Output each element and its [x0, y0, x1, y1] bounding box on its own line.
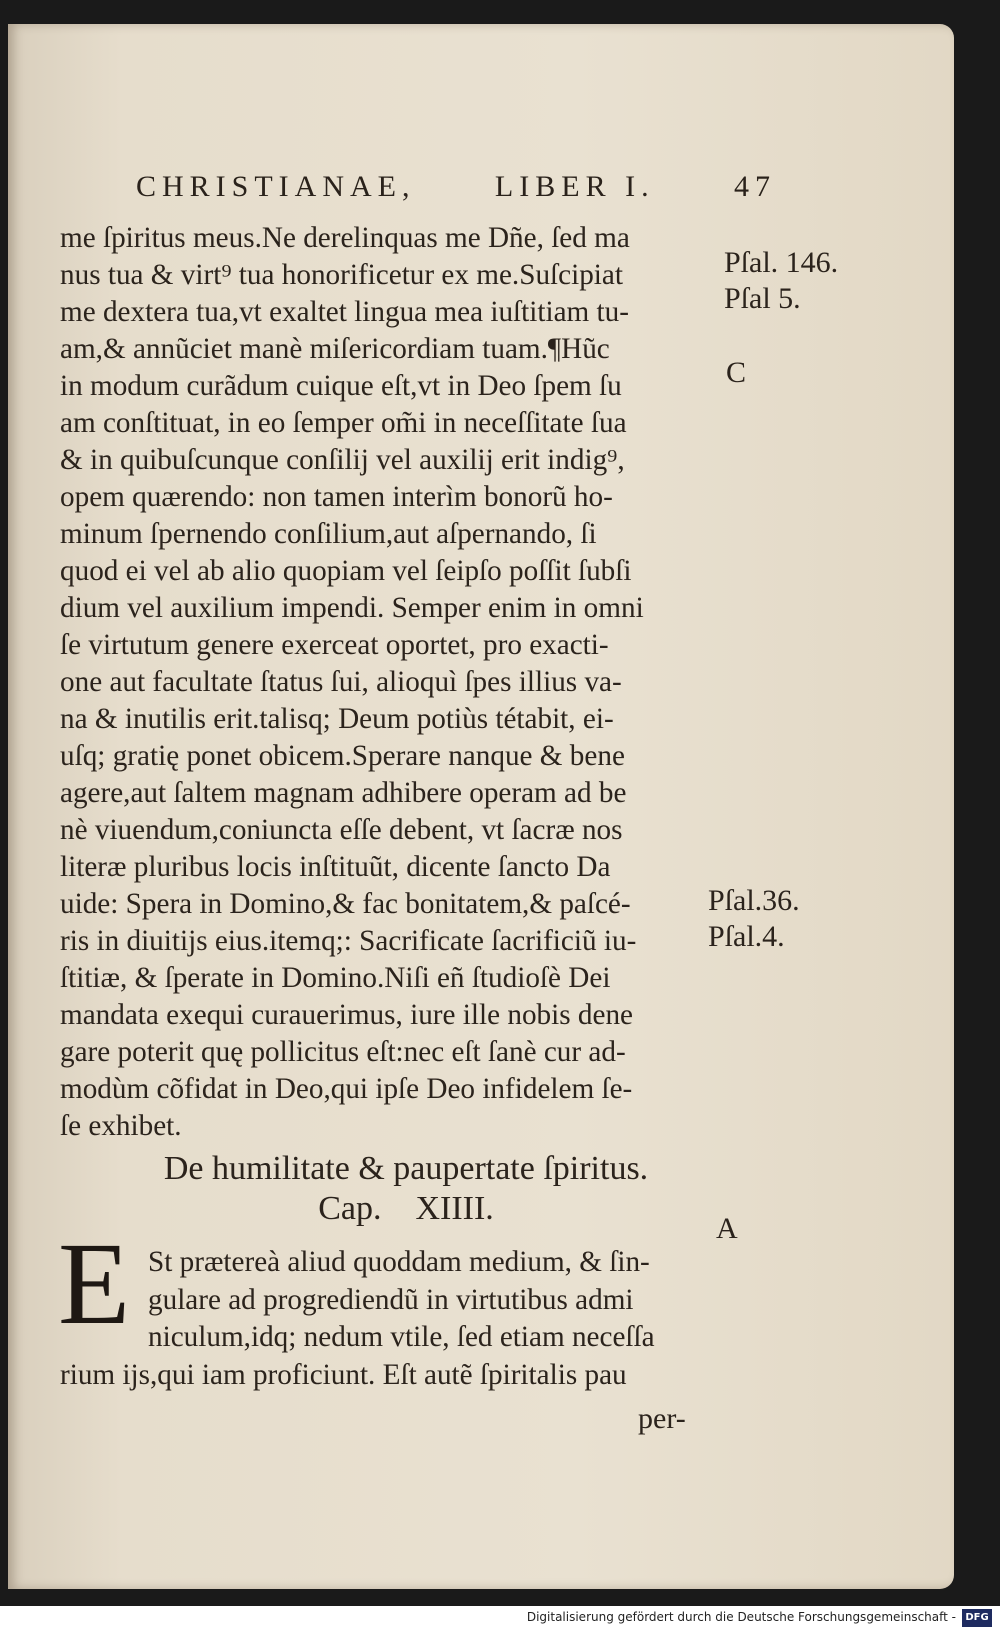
- page-number: 47: [734, 170, 776, 203]
- drop-cap-initial: E: [58, 1218, 131, 1349]
- text-line: ſtitiæ, & ſperate in Domino.Niſi eñ ſtudioſè Dei: [60, 962, 611, 994]
- text-line: uſq; gratię ponet obicem.Sperare nanque & bene: [60, 740, 625, 772]
- text-line: niculum,idq; nedum vtile, ſed etiam neceſſa: [148, 1321, 655, 1353]
- text-line: uide: Spera in Domino,& fac bonitatem,& paſcé-: [60, 888, 631, 920]
- text-line: one aut facultate ſtatus ſui, alioquì ſpes illius va-: [60, 666, 622, 698]
- chapter-text: [60, 1244, 716, 1394]
- margin-note-psalm-146: Pſal. 146.: [724, 246, 839, 279]
- text-line: gare poterit quę pollicitus eſt:nec eſt ſanè cur ad-: [60, 1036, 626, 1068]
- text-line: gulare ad progrediendũ in virtutibus admi: [148, 1283, 634, 1316]
- text-line: in modum curãdum cuique eſt,vt in Deo ſpem ſu: [60, 370, 622, 402]
- footer-bar: [0, 1606, 1000, 1632]
- text-line: ſe exhibet.: [60, 1110, 182, 1142]
- margin-note-psalm-5: Pſal 5.: [724, 282, 801, 315]
- text-line: ris in diuitijs eius.itemq;: Sacrificate ſacrificiũ iu-: [60, 925, 637, 957]
- text-line: opem quærendo: non tamen interìm bonorũ ho-: [60, 481, 613, 513]
- funding-credit: Digitalisierung gefördert durch die Deutsche Forschungsgemeinschaft -: [526, 1610, 956, 1624]
- text-line: rium ijs,qui iam proficiunt. Eſt autẽ ſpiritalis pau: [60, 1358, 627, 1391]
- text-line: agere,aut ſaltem magnam adhibere operam ad be: [60, 777, 627, 809]
- dfg-logo: DFG: [962, 1609, 992, 1627]
- margin-note-psalm-4: Pſal.4.: [708, 920, 785, 953]
- text-line: nè viuendum,coniuncta eſſe debent, vt ſacræ nos: [60, 814, 623, 846]
- text-line: quod ei vel ab alio quopiam vel ſeipſo poſſit ſubſi: [60, 555, 632, 587]
- text-line: mandata exequi curauerimus, iure ille nobis dene: [60, 999, 634, 1031]
- margin-note-section-c: C: [726, 356, 747, 389]
- text-line: am conſtituat, in eo ſemper om̃i in neceſſitate ſua: [60, 407, 627, 439]
- text-line: minum ſpernendo conſilium,aut aſpernando, ſi: [60, 518, 597, 550]
- book-page: [8, 24, 954, 1589]
- text-line: modùm cõfidat in Deo,qui ipſe Deo infidelem ſe-: [60, 1073, 633, 1105]
- text-line: nus tua & virt⁹ tua honorificetur ex me.Suſcipiat: [60, 259, 623, 291]
- running-head-title: CHRISTIANAE,: [136, 170, 416, 203]
- text-line: am,& annũciet manè miſericordiam tuam.¶Hũc: [60, 333, 610, 365]
- text-line: St prætereà aliud quoddam medium, & ſin-: [148, 1246, 650, 1278]
- running-head: [136, 170, 776, 204]
- running-head-book: LIBER I.: [494, 170, 655, 203]
- text-line: literæ pluribus locis inſtituũt, dicente ſancto Da: [60, 851, 611, 883]
- text-line: me dextera tua,vt exaltet lingua mea iuſtitiam tu-: [60, 296, 629, 328]
- margin-note-psalm-36: Pſal.36.: [708, 884, 800, 917]
- catchword: per-: [638, 1402, 686, 1435]
- text-line: dium vel auxilium impendi. Semper enim in omni: [60, 592, 644, 624]
- margin-note-section-a: A: [716, 1212, 738, 1245]
- chapter-number: Cap. XIIII.: [318, 1190, 494, 1227]
- text-line: ſe virtutum genere exerceat oportet, pro exacti-: [60, 629, 609, 661]
- body-text: [60, 220, 714, 1145]
- chapter-title: De humilitate & paupertate ſpiritus.: [163, 1150, 649, 1187]
- text-line: na & inutilis erit.talisq; Deum potiùs tétabit, ei-: [60, 703, 614, 735]
- chapter-heading: [96, 1149, 716, 1229]
- text-line: me ſpiritus meus.Ne derelinquas me Dñe, ſed ma: [60, 222, 630, 254]
- text-line: & in quibuſcunque conſilij vel auxilij erit indig⁹,: [60, 444, 625, 476]
